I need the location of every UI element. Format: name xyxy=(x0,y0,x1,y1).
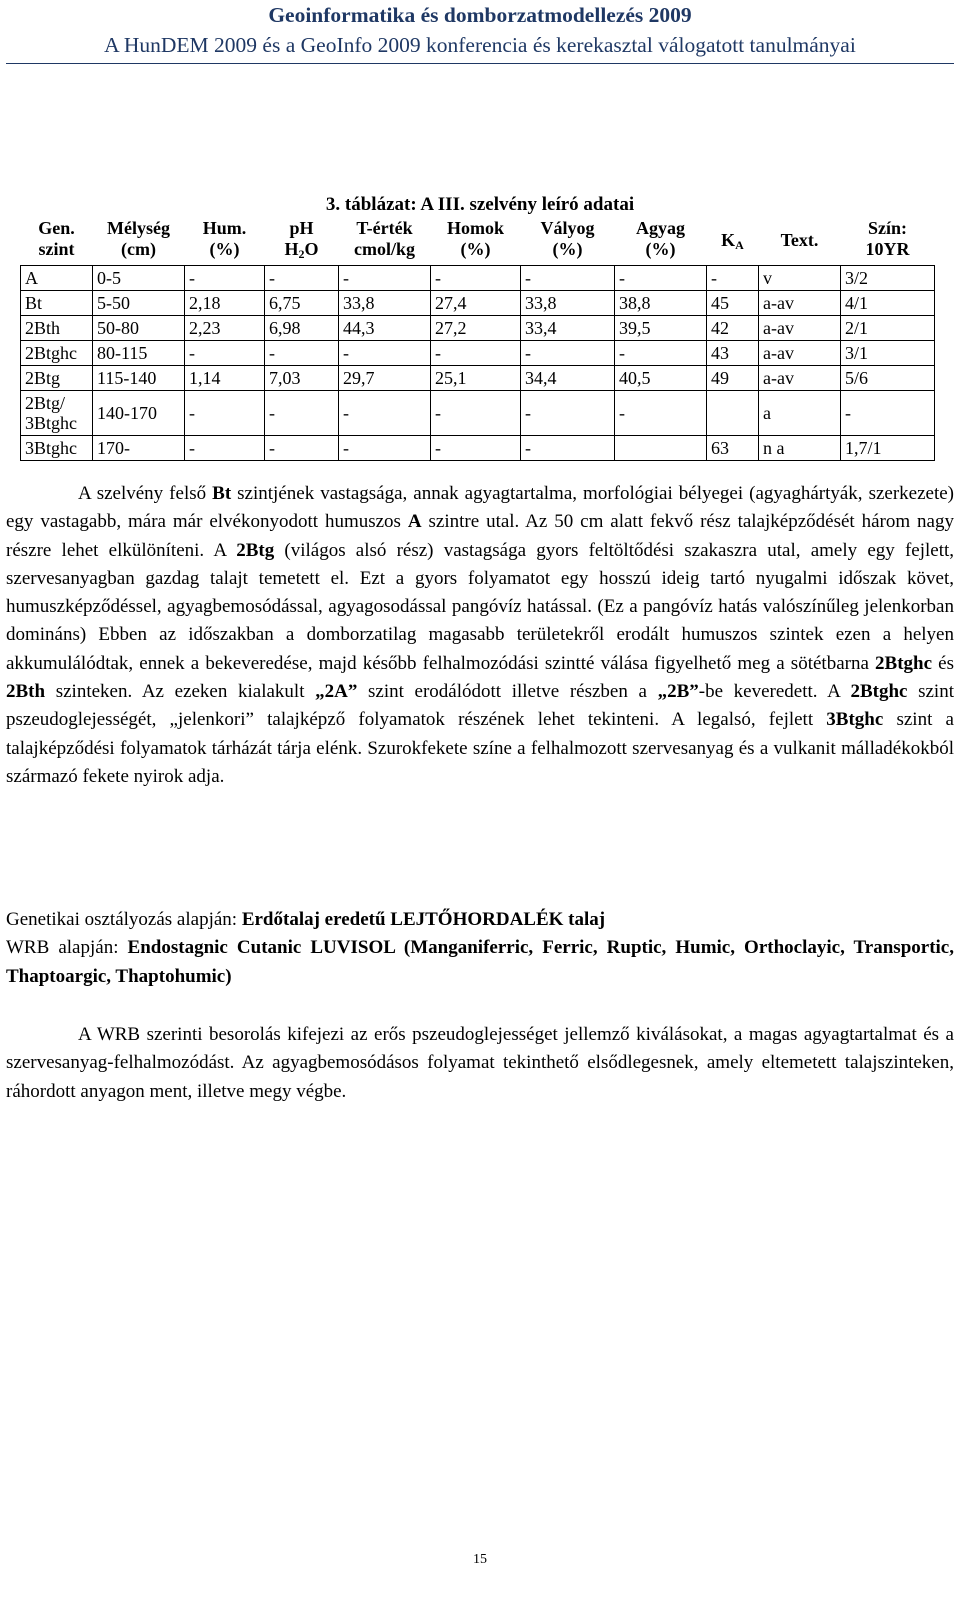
table-row-6 xyxy=(21,391,935,436)
header-rule xyxy=(6,63,954,64)
table-cell: - xyxy=(707,266,759,291)
col-header-ph: pH $H_2O$ xyxy=(284,218,319,261)
table-cell: - xyxy=(265,266,339,291)
table-cell: 2Btg xyxy=(21,366,93,391)
table-cell: Bt xyxy=(21,291,93,316)
table-cell: 1,7/1 xyxy=(841,436,935,461)
table-cell: - xyxy=(339,391,431,436)
soil-data-table xyxy=(20,218,935,461)
table-cell: 5-50 xyxy=(93,291,185,316)
table-cell: a-av xyxy=(759,316,841,341)
table-body xyxy=(21,266,935,461)
table-cell: - xyxy=(431,391,521,436)
table-cell: v xyxy=(759,266,841,291)
running-header-subtitle: A HunDEM 2009 és a GeoInfo 2009 konferencia és kerekasztal válogatott tanulmányai xyxy=(104,33,856,57)
table-cell: 3/1 xyxy=(841,341,935,366)
table-cell: 3/2 xyxy=(841,266,935,291)
table-cell: 50-80 xyxy=(93,316,185,341)
table-cell: 5/6 xyxy=(841,366,935,391)
table-cell: - xyxy=(185,266,265,291)
table-cell: - xyxy=(265,391,339,436)
table-header-row xyxy=(21,218,935,266)
table-cell: 0-5 xyxy=(93,266,185,291)
table-cell: 2Btghc xyxy=(21,341,93,366)
col-header-homok: Homok (%) xyxy=(446,218,504,259)
table-cell: 2/1 xyxy=(841,316,935,341)
table-row-7 xyxy=(21,436,935,461)
table-cell: 63 xyxy=(707,436,759,461)
running-header-title: Geoinformatika és domborzatmodellezés 2009 xyxy=(268,3,692,27)
table-cell: 6,75 xyxy=(265,291,339,316)
table-cell: - xyxy=(339,341,431,366)
table-cell: 43 xyxy=(707,341,759,366)
table-cell: a-av xyxy=(759,291,841,316)
table-cell xyxy=(707,391,759,436)
col-header-ka: $K_A$ xyxy=(721,230,744,252)
table-cell: 4/1 xyxy=(841,291,935,316)
table-cell: 3Btghc xyxy=(21,436,93,461)
table-cell: a-av xyxy=(759,341,841,366)
genetic-classification: Genetikai osztályozás alapján: Erdőtalaj eredetű LEJTŐHORDALÉK talaj xyxy=(6,909,606,930)
table-row xyxy=(21,366,935,391)
classification-block xyxy=(6,906,954,991)
table-row xyxy=(21,291,935,316)
table-cell: 44,3 xyxy=(339,316,431,341)
table-cell: 33,8 xyxy=(521,291,615,316)
table-cell: 33,8 xyxy=(339,291,431,316)
table-cell: - xyxy=(185,341,265,366)
col-header-text: Text. xyxy=(780,230,819,250)
col-header-agyag: Agyag (%) xyxy=(636,218,685,259)
table-cell: - xyxy=(521,436,615,461)
table-cell: 170- xyxy=(93,436,185,461)
col-header-t-ertek: T-érték cmol/kg xyxy=(354,218,415,259)
col-header-szin: Szín: 10YR xyxy=(865,218,910,259)
col-header-valyog: Vályog (%) xyxy=(540,218,595,259)
table-cell: - xyxy=(185,391,265,436)
paragraph-wrb-explanation: A WRB szerinti besorolás kifejezi az erős pszeudoglejességet jellemző kiválásokat, a magas agyagtartalmat és a szervesanyag-felhalmozódást. Az agyagbemosódásos folyamat tekinthető elsődlegesnek, amely eltemetett talajszinteken, ráhordott anyagon ment, illetve megy végbe. xyxy=(6,1024,954,1102)
table-cell: - xyxy=(841,391,935,436)
table-cell: - xyxy=(339,436,431,461)
table-cell: 115-140 xyxy=(93,366,185,391)
table-cell: 27,4 xyxy=(431,291,521,316)
table-cell: - xyxy=(431,341,521,366)
table-row xyxy=(21,266,935,291)
table-cell: 7,03 xyxy=(265,366,339,391)
table-row xyxy=(21,341,935,366)
table-cell: 6,98 xyxy=(265,316,339,341)
table-cell: 42 xyxy=(707,316,759,341)
paragraph-horizon-description: A szelvény felső Bt szintjének vastagsága, annak agyagtartalma, morfológiai bélyegei (agyaghártyák, szerkezete) egy vastagabb, mára már elvékonyodott humuszos A szintre utal. Az 50 cm alatt fekvő rész talajképződését három nagy részre lehet elkülöníteni. A 2Btg (világos alsó rész) vastagsága gyors feltöltődési szakaszra utal, amely egy fejlett, szervesanyagban gazdag talajt temetett el. Ezt a gyors folyamatot egy hosszú ideig tartó nyugalmi időszak követ, humuszképződéssel, agyagbemosódással, agyagosodással pangóvíz hatással. (Ez a pangóvíz hatás valószínűleg jelenkorban domináns) Ebben az időszakban a domborzatilag magasabb területekről erodált humuszos szintek ezen a helyen akkumulálódtak, ennek a bekeveredése, majd később felhalmozódási szintté válása figyelhető meg a sötétbarna 2Btghc és 2Bth szinteken. Az ezeken kialakult „2A” szint erodálódott illetve részben a „2B”-be keveredett. A 2Btghc szint pszeudoglejességét, „jelenkori” talajképző folyamatok részének lehet tekinteni. A legalsó, fejlett 3Btghc szint a talajképződési folyamatok tárházát tárja elénk. Szurokfekete színe a felhalmozott szervesanyag és a vulkanit málladékokból származó fekete nyirok adja. xyxy=(6,483,955,787)
table-cell: 2,23 xyxy=(185,316,265,341)
table-cell: A xyxy=(21,266,93,291)
table-cell: - xyxy=(615,266,707,291)
table-cell: - xyxy=(431,266,521,291)
table-cell: 2Bth xyxy=(21,316,93,341)
col-header-gen-szint: Gen. szint xyxy=(38,218,75,259)
table-cell: - xyxy=(521,341,615,366)
col-header-melyseg: Mélység (cm) xyxy=(107,218,170,259)
table-cell: - xyxy=(431,436,521,461)
table-cell: - xyxy=(339,266,431,291)
table-cell: 45 xyxy=(707,291,759,316)
table-cell: 27,2 xyxy=(431,316,521,341)
table-cell: 34,4 xyxy=(521,366,615,391)
table-cell: 33,4 xyxy=(521,316,615,341)
table-cell: n a xyxy=(759,436,841,461)
table-cell: - xyxy=(521,391,615,436)
table-cell: 29,7 xyxy=(339,366,431,391)
table-cell: 39,5 xyxy=(615,316,707,341)
table-row xyxy=(21,316,935,341)
table-cell: 2Btg/ 3Btghc xyxy=(21,391,93,436)
table-cell: 140-170 xyxy=(93,391,185,436)
table-cell: - xyxy=(615,391,707,436)
wrb-classification: WRB alapján: Endostagnic Cutanic LUVISOL (Manganiferric, Ferric, Ruptic, Humic, Orthoclayic, Transportic, Thaptoargic, Thaptohumic) xyxy=(6,937,954,987)
table-caption: 3. táblázat: A III. szelvény leíró adatai xyxy=(325,194,635,215)
table-cell: a xyxy=(759,391,841,436)
table-cell: 2,18 xyxy=(185,291,265,316)
table-cell: - xyxy=(185,436,265,461)
table-cell: 1,14 xyxy=(185,366,265,391)
table-cell: 40,5 xyxy=(615,366,707,391)
table-cell: 80-115 xyxy=(93,341,185,366)
table-cell: - xyxy=(521,266,615,291)
table-cell xyxy=(615,436,707,461)
table-cell: a-av xyxy=(759,366,841,391)
table-cell: 49 xyxy=(707,366,759,391)
col-header-hum: Hum. (%) xyxy=(202,218,247,259)
table-cell: - xyxy=(615,341,707,366)
table-cell: - xyxy=(265,436,339,461)
page-number: 15 xyxy=(473,1552,487,1567)
table-cell: 38,8 xyxy=(615,291,707,316)
table-cell: 25,1 xyxy=(431,366,521,391)
table-cell: - xyxy=(265,341,339,366)
